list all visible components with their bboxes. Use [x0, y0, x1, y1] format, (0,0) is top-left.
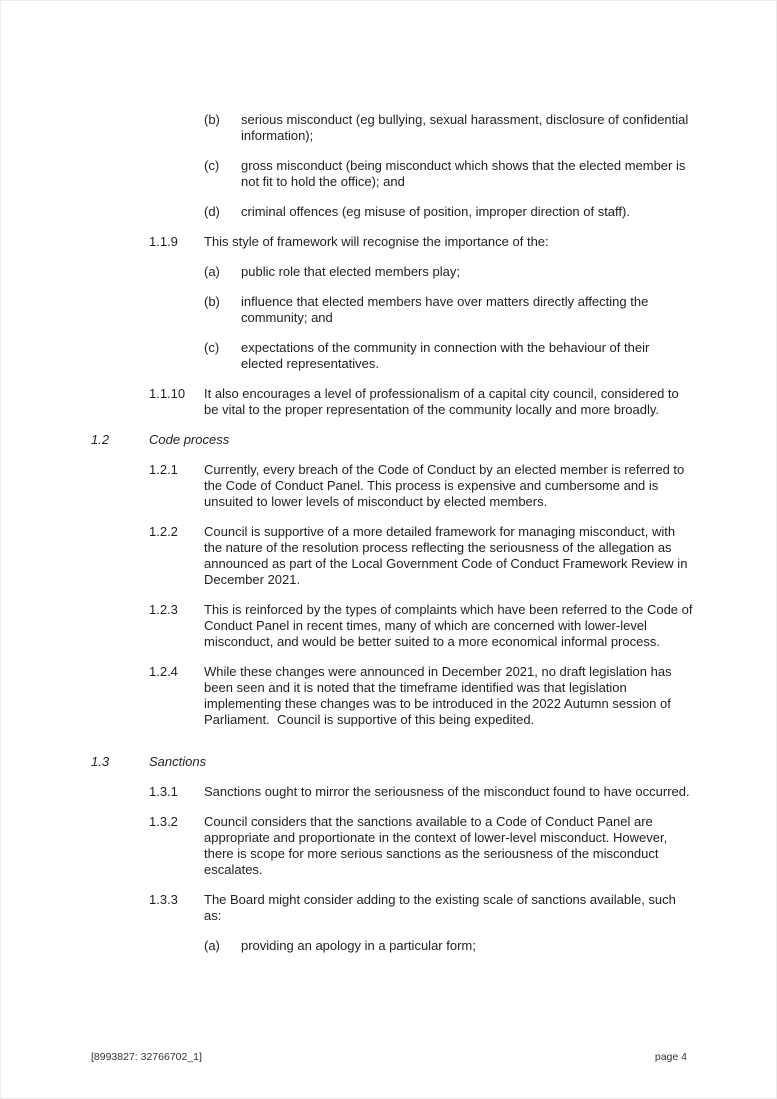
list-item: [1, 158, 776, 190]
paragraph: [1, 602, 776, 650]
paragraph: [1, 784, 776, 800]
paragraph-text: While these changes were announced in December 2021, no draft legislation has been seen and it is noted that the timeframe identified was that legislation implementing these changes was to be introduced in the 2022 Autumn session of Parliament. Council is supportive of this being expedited.: [204, 664, 676, 727]
paragraph-text: public role that elected members play;: [241, 264, 460, 279]
paragraph-text: This style of framework will recognise the importance of the:: [204, 234, 549, 249]
document-body: [1, 112, 776, 968]
paragraph-number: 1.2.1: [149, 462, 178, 477]
paragraph-number: 1.1.9: [149, 234, 178, 249]
paragraph-text: serious misconduct (eg bullying, sexual harassment, disclosure of confidential information);: [241, 112, 692, 143]
paragraph-text: This is reinforced by the types of complaints which have been referred to the Code of Conduct Panel in recent times, many of which are concerned with lower-level misconduct, and would be better suited to a more economical informal process.: [204, 602, 697, 649]
paragraph-number: 1.1.10: [149, 386, 186, 401]
paragraph-number: 1.3.2: [149, 814, 178, 829]
footer-reference: [8993827: 32766702_1]: [91, 1051, 202, 1063]
paragraph-text: expectations of the community in connection with the behaviour of their elected representatives.: [241, 340, 653, 371]
paragraph-number: (a): [204, 938, 220, 953]
list-item: [1, 938, 776, 954]
list-item: [1, 264, 776, 280]
paragraph-number: (b): [204, 294, 220, 309]
paragraph-number: (c): [204, 340, 220, 355]
paragraph-number: 1.3.3: [149, 892, 178, 907]
section-heading: [1, 754, 776, 770]
list-item: [1, 112, 776, 144]
paragraph: [1, 664, 776, 728]
paragraph-text: Council is supportive of a more detailed framework for managing misconduct, with the nature of the resolution process reflecting the seriousness of the allegation as announced as part of the Local Government Code of Conduct Framework Review in December 2021.: [204, 524, 692, 587]
paragraph-number: 1.2: [91, 432, 110, 447]
paragraph-text: gross misconduct (being misconduct which shows that the elected member is not fit to hold the office); and: [241, 158, 689, 189]
list-item: [1, 294, 776, 326]
paragraph-number: (c): [204, 158, 220, 173]
paragraph-number: 1.2.3: [149, 602, 178, 617]
paragraph-number: 1.3: [91, 754, 110, 769]
paragraph: [1, 814, 776, 878]
paragraph-text: It also encourages a level of professionalism of a capital city council, considered to be vital to the proper representation of the community locally and more broadly.: [204, 386, 683, 417]
paragraph: [1, 892, 776, 924]
paragraph-text: Code process: [149, 432, 230, 447]
list-item: [1, 340, 776, 372]
paragraph-text: criminal offences (eg misuse of position, improper direction of staff).: [241, 204, 630, 219]
paragraph-text: influence that elected members have over matters directly affecting the community; and: [241, 294, 652, 325]
paragraph-text: Council considers that the sanctions available to a Code of Conduct Panel are appropriate and proportionate in the context of lower-level misconduct. However, there is scope for more serious sanctions as the seriousness of the misconduct escalates.: [204, 814, 671, 877]
paragraph-number: (b): [204, 112, 220, 127]
paragraph-text: Sanctions: [149, 754, 207, 769]
paragraph-number: 1.3.1: [149, 784, 178, 799]
paragraph: [1, 462, 776, 510]
paragraph: [1, 524, 776, 588]
page-footer: [91, 1051, 687, 1064]
paragraph: [1, 386, 776, 418]
footer-page-number: page 4: [654, 1051, 687, 1063]
paragraph-text: Sanctions ought to mirror the seriousness of the misconduct found to have occurred.: [204, 784, 690, 799]
paragraph-text: providing an apology in a particular form;: [241, 938, 476, 953]
paragraph-text: The Board might consider adding to the existing scale of sanctions available, such as:: [204, 892, 680, 923]
paragraph-number: (a): [204, 264, 220, 279]
paragraph-text: Currently, every breach of the Code of Conduct by an elected member is referred to the Code of Conduct Panel. This process is expensive and cumbersome and is unsuited to lower levels of misconduct by elected members.: [204, 462, 688, 509]
list-item: [1, 204, 776, 220]
paragraph-number: 1.2.4: [149, 664, 178, 679]
paragraph-number: 1.2.2: [149, 524, 178, 539]
section-heading: [1, 432, 776, 448]
paragraph-number: (d): [204, 204, 220, 219]
paragraph: [1, 234, 776, 250]
